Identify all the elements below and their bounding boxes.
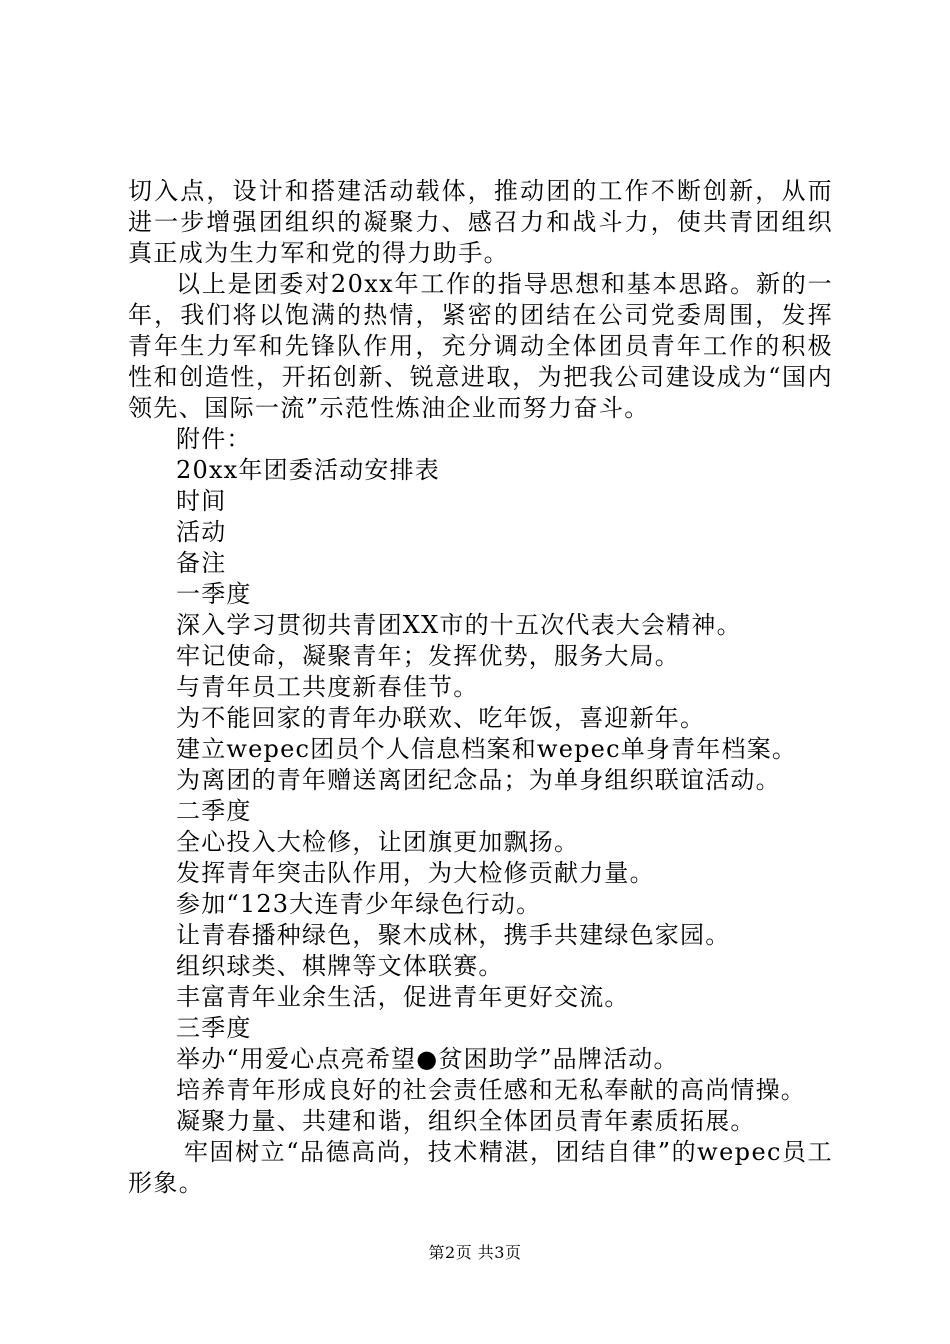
list-item: 牢固树立“品德高尚，技术精湛，团结自律”的wepec员工形象。 [128,1138,833,1197]
list-item: 牢记使命，凝聚青年；发挥优势，服务大局。 [176,642,680,670]
list-item: 为不能回家的青年办联欢、吃年饭，喜迎新年。 [176,704,706,732]
list-item: 举办“用爱心点亮希望●贫困助学”品牌活动。 [176,1045,679,1073]
paragraph-continuation: 切入点，设计和搭建活动载体，推动团的工作不断创新，从而进一步增强团组织的凝聚力、感召力和战斗力，使共青团组织真正成为生力军和党的得力助手。 [128,177,833,267]
list-item: 发挥青年突击队作用，为大检修贡献力量。 [176,859,655,887]
page-footer: 第2页 共3页 [428,1243,522,1262]
list-item: 丰富青年业余生活，促进青年更好交流。 [176,983,630,1011]
header-remark: 备注 [176,549,227,577]
quarter-label: 二季度 [176,797,252,825]
list-item: 凝聚力量、共建和谐，组织全体团员青年素质拓展。 [176,1107,756,1135]
paragraph-summary: 以上是团委对20xx年工作的指导思想和基本思路。新的一年，我们将以饱满的热情，紧密的团结在公司党委周围，发挥青年生力军和先锋队作用，充分调动全体团员青年工作的积极性和创造性，开拓创新、锐意进取，为把我公司建设成为“国内领先、国际一流”示范性炼油企业而努力奋斗。 [128,270,833,422]
header-time: 时间 [176,487,227,515]
list-item: 让青春播种绿色，聚木成林，携手共建绿色家园。 [176,921,731,949]
attachment-label: 附件： [176,425,252,453]
document-body [128,176,833,1199]
quarter-label: 一季度 [176,580,252,608]
list-item: 参加“123大连青少年绿色行动。 [176,890,542,918]
table-title: 20xx年团委活动安排表 [176,456,441,484]
list-item: 培养青年形成良好的社会责任感和无私奉献的高尚情操。 [176,1076,806,1104]
list-item: 深入学习贯彻共青团XX市的十五次代表大会精神。 [176,611,742,639]
list-item: 组织球类、棋牌等文体联赛。 [176,952,504,980]
header-activity: 活动 [176,518,227,546]
list-item: 为离团的青年赠送离团纪念品；为单身组织联谊活动。 [176,766,781,794]
list-item: 全心投入大检修，让团旗更加飘扬。 [176,828,580,856]
quarter-label: 三季度 [176,1014,252,1042]
list-item: 与青年员工共度新春佳节。 [176,673,479,701]
list-item: 建立wepec团员个人信息档案和wepec单身青年档案。 [176,735,798,763]
